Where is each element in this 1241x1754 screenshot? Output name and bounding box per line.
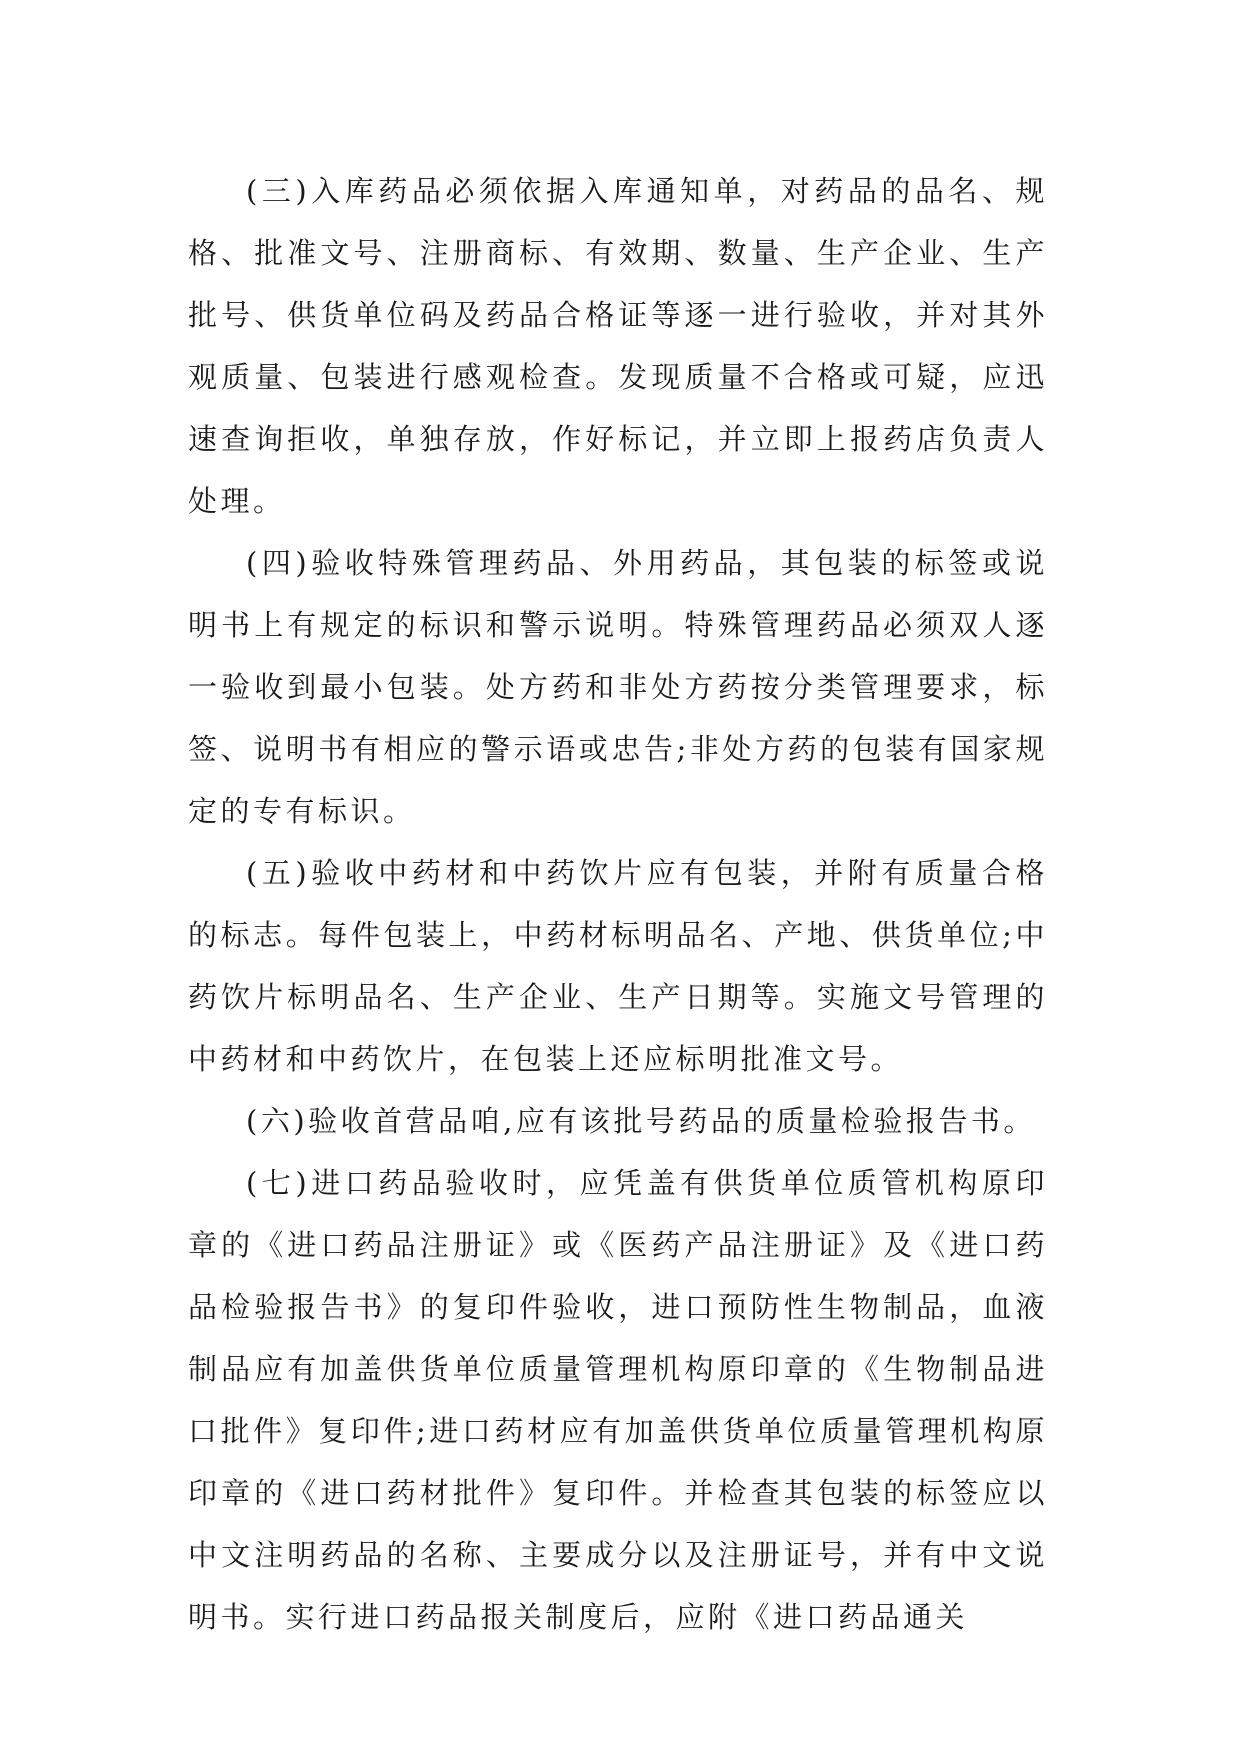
paragraph-4: (四)验收特殊管理药品、外用药品，其包装的标签或说明书上有规定的标识和警示说明。特殊管理药品必须双人逐一验收到最小包装。处方药和非处方药按分类管理要求，标签、说明书有相应的警示语或忠告;非处方药的包装有国家规定的专有标识。 [188, 546, 1048, 828]
paragraph-7: (七)进口药品验收时，应凭盖有供货单位质管机构原印章的《进口药品注册证》或《医药产品注册证》及《进口药品检验报告书》的复印件验收，进口预防性生物制品，血液制品应有加盖供货单位质量管理机构原印章的《生物制品进口批件》复印件;进口药材应有加盖供货单位质量管理机构原印章的《进口药材批件》复印件。并检查其包装的标签应以中文注明药品的名称、主要成分以及注册证号，并有中文说明书。实行进口药品报关制度后，应附《进口药品通关 [188, 1166, 1048, 1634]
paragraph-3: (三)入库药品必须依据入库通知单，对药品的品名、规格、批准文号、注册商标、有效期、数量、生产企业、生产批号、供货单位码及药品合格证等逐一进行验收，并对其外观质量、包装进行感观检查。发现质量不合格或可疑，应迅速查询拒收，单独存放，作好标记，并立即上报药店负责人处理。 [188, 174, 1048, 518]
document-body [188, 160, 1048, 1648]
paragraph-5: (五)验收中药材和中药饮片应有包装，并附有质量合格的标志。每件包装上，中药材标明品名、产地、供货单位;中药饮片标明品名、生产企业、生产日期等。实施文号管理的中药材和中药饮片，在包装上还应标明批准文号。 [188, 856, 1048, 1076]
paragraph-6: (六)验收首营品咱,应有该批号药品的质量检验报告书。 [246, 1104, 1036, 1138]
